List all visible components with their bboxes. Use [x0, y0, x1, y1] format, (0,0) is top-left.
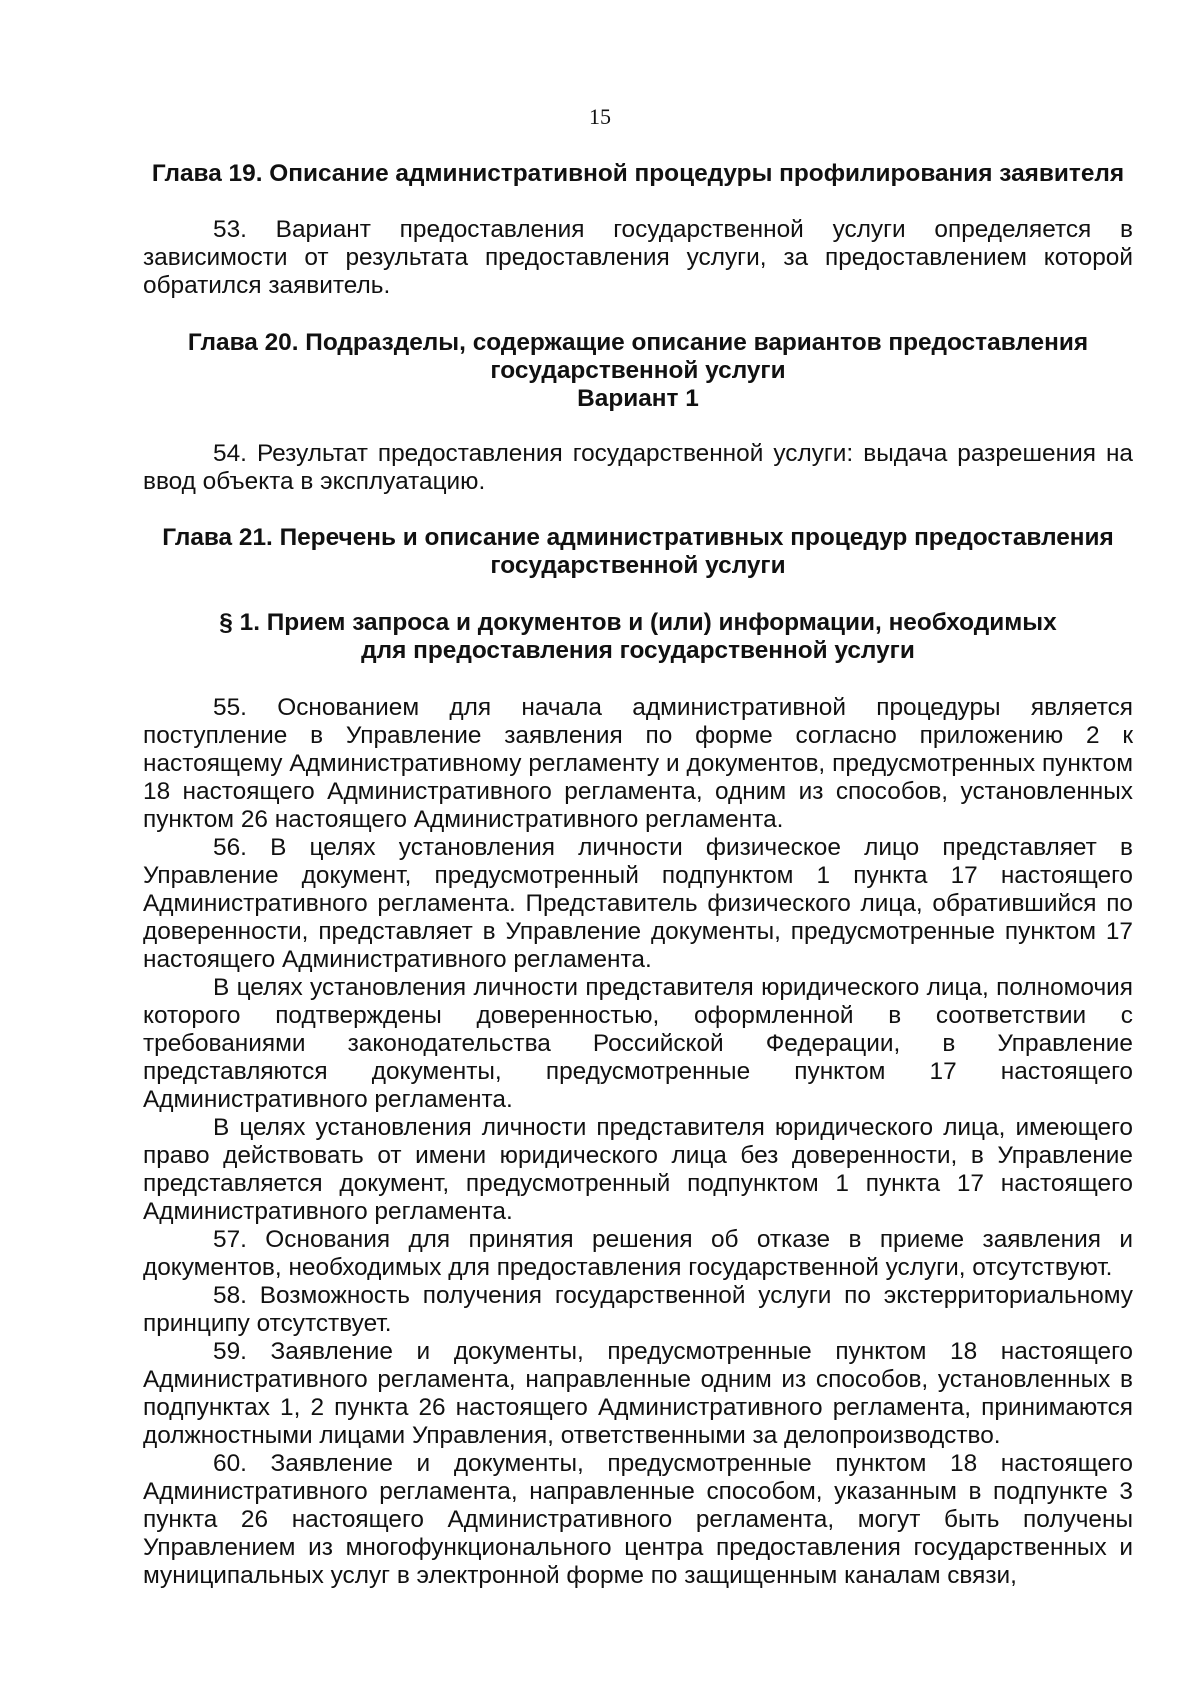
chapter-20-heading — [143, 329, 1133, 413]
chapter-21-title-line-1: Глава 21. Перечень и описание административных процедур предоставления — [162, 524, 1114, 551]
paragraph-59: 59. Заявление и документы, предусмотренные пунктом 18 настоящего Административного регламента, направленные одним из способов, установленных в подпунктах 1, 2 пункта 26 настоящего Административного регламента, принимаются должностными лицами Управления, ответственными за делопроизводство. — [143, 1338, 1133, 1449]
variant-heading: Вариант 1 — [577, 385, 699, 412]
document-body — [143, 160, 1133, 1590]
paragraph-55: 55. Основанием для начала административной процедуры является поступление в Управление заявления по форме согласно приложению 2 к настоящему Административному регламенту и документов, предусмотренных пунктом 18 настоящего Административного регламента, одним из способов, установленных пунктом 26 настоящего Административного регламента. — [143, 694, 1133, 833]
paragraph-53: 53. Вариант предоставления государственной услуги определяется в зависимости от результата предоставления услуги, за предоставлением которой обратился заявитель. — [143, 216, 1133, 299]
section-1-title-line-2: для предоставления государственной услуги — [361, 637, 915, 664]
section-1-heading — [143, 609, 1133, 665]
chapter-20-title-line-2: государственной услуги — [490, 357, 786, 384]
page-number: 15 — [589, 104, 611, 129]
paragraph-60: 60. Заявление и документы, предусмотренные пунктом 18 настоящего Административного регламента, направленные способом, указанным в подпункте 3 пункта 26 настоящего Административного регламента, могут быть получены Управлением из многофункционального центра предоставления государственных и муниципальных услуг в электронной форме по защищенным каналам связи, — [143, 1450, 1133, 1589]
paragraph-56: 56. В целях установления личности физическое лицо представляет в Управление документ, предусмотренный подпунктом 1 пункта 17 настоящего Административного регламента. Представитель физического лица, обратившийся по доверенности, представляет в Управление документы, предусмотренные пунктом 17 настоящего Административного регламента. — [143, 834, 1133, 973]
chapter-20-title-line-1: Глава 20. Подразделы, содержащие описание вариантов предоставления — [187, 329, 1089, 356]
section-1-title-line-1: § 1. Прием запроса и документов и (или) информации, необходимых — [219, 609, 1057, 636]
paragraph-54: 54. Результат предоставления государственной услуги: выдача разрешения на ввод объекта в эксплуатацию. — [143, 440, 1133, 495]
chapter-19-heading: Глава 19. Описание административной процедуры профилирования заявителя — [151, 160, 1125, 187]
paragraph-56-legal-entity-proxy: В целях установления личности представителя юридического лица, полномочия которого подтверждены доверенностью, оформленной в соответствии с требованиями законодательства Российской Федерации, в Управление представляются документы, предусмотренные пунктом 17 настоящего Административного регламента. — [143, 974, 1133, 1113]
chapter-21-heading — [143, 524, 1133, 580]
paragraph-56-legal-entity-direct: В целях установления личности представителя юридического лица, имеющего право действовать от имени юридического лица без доверенности, в Управление представляется документ, предусмотренный подпунктом 1 пункта 17 настоящего Административного регламента. — [143, 1114, 1133, 1225]
paragraph-58: 58. Возможность получения государственной услуги по экстерриториальному принципу отсутствует. — [143, 1282, 1133, 1337]
paragraph-57: 57. Основания для принятия решения об отказе в приеме заявления и документов, необходимых для предоставления государственной услуги, отсутствуют. — [143, 1226, 1133, 1281]
chapter-21-title-line-2: государственной услуги — [490, 552, 786, 579]
